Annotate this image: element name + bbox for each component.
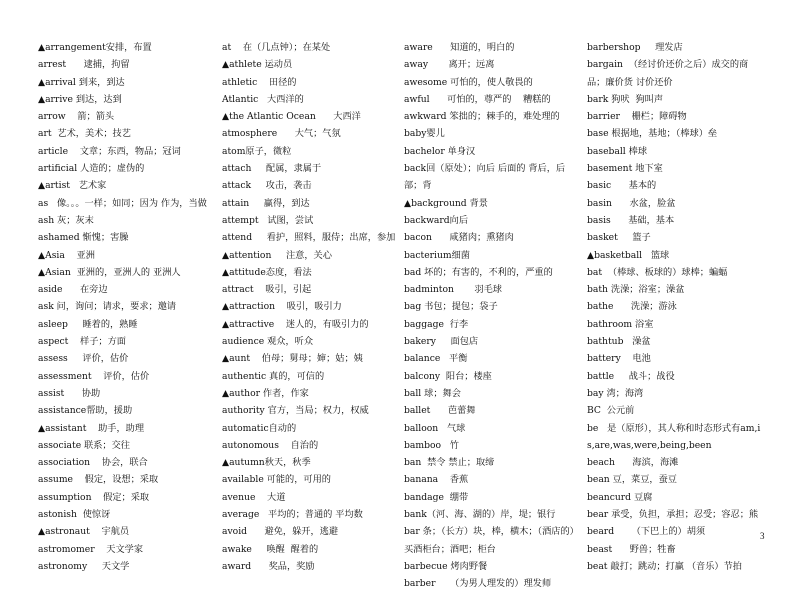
word-entry: bacterium细菌 — [404, 249, 470, 261]
page-number: 3 — [760, 531, 765, 541]
word-entry: ▲arrangement安排，布置 — [38, 42, 152, 53]
word-entry: aware 知道的，明白的 — [404, 42, 515, 53]
word-entry: authority 官方，当局；权力，权威 — [222, 405, 369, 417]
word-entry: basin 水盆，脸盆 — [587, 197, 676, 209]
word-entry: ash 灰；灰末 — [38, 214, 94, 226]
word-entry: ▲basketball 篮球 — [587, 249, 670, 261]
word-entry: audience 观众，听众 — [222, 336, 314, 348]
word-entry: BC 公元前 — [587, 405, 635, 417]
word-entry: award 奖品，奖励 — [222, 560, 315, 572]
word-entry: bay 湾；海湾 — [587, 387, 644, 399]
word-entry: baggage 行李 — [404, 318, 469, 330]
word-entry: avoid 避免，躲开，逃避 — [222, 526, 339, 538]
word-entry: back回（原处）；向后 后面的 背后，后部；背 — [404, 163, 566, 192]
word-entry: basket 篮子 — [587, 232, 651, 244]
word-entry: ask 问，询问；请求，要求；邀请 — [38, 301, 177, 313]
word-entry: awesome 可怕的，使人敬畏的 — [404, 76, 533, 88]
word-entry: bargain （经讨价还价之后）成交的商品；廉价货 讨价还价 — [587, 59, 749, 88]
word-entry: astronomy 天文学 — [38, 560, 130, 572]
word-entry: ▲Asia 亚洲 — [38, 249, 95, 261]
word-entry: baseball 棒球 — [587, 145, 648, 157]
word-entry: ▲autumn秋天，秋季 — [222, 457, 311, 469]
word-entry: ▲attitude态度，看法 — [222, 266, 312, 278]
word-entry: astromomer 天文学家 — [38, 543, 144, 555]
word-entry: basement 地下室 — [587, 163, 663, 175]
word-entry: ballet 芭蕾舞 — [404, 405, 476, 417]
word-entry: bakery 面包店 — [404, 336, 479, 348]
word-entry: bathtub 澡盆 — [587, 336, 651, 348]
word-entry: Atlantic 大西洋的 — [222, 93, 304, 105]
word-entry: ▲arrival 到来，到达 — [38, 76, 125, 88]
word-entry: balloon 气球 — [404, 422, 466, 434]
word-entry: attach 配属，隶属于 — [222, 163, 322, 175]
word-entry: balcony 阳台；楼座 — [404, 370, 492, 382]
word-entry: bear 承受，负担，承担；忍受；容忍；熊 — [587, 509, 759, 521]
word-column-1 — [38, 39, 216, 575]
word-entry: battle 战斗；战役 — [587, 370, 675, 382]
word-entry: assume 假定，设想；采取 — [38, 474, 159, 486]
word-entry: artificial 人造的；虚伪的 — [38, 163, 145, 175]
word-entry: base 根据地，基地；（棒球）垒 — [587, 128, 718, 140]
word-entry: bat （棒球、板球的）球棒；蝙蝠 — [587, 266, 728, 278]
word-entry: bean 豆，菜豆，蚕豆 — [587, 474, 677, 486]
word-entry: ▲the Atlantic Ocean 大西洋 — [222, 111, 361, 123]
word-entry: battery 电池 — [587, 353, 651, 365]
word-entry: autonomous 自治的 — [222, 439, 319, 451]
word-entry: as 像。。。一样；如同；因为 作为，当做 — [38, 197, 207, 209]
word-entry: awake 唤醒 醒着的 — [222, 543, 319, 555]
word-entry: bachelor 单身汉 — [404, 145, 476, 157]
word-entry: badminton 羽毛球 — [404, 284, 502, 296]
word-entry: basis 基础，基本 — [587, 214, 675, 226]
word-entry: be 是（原形），其人称和时态形式有am,is,are,was,were,being,been — [587, 422, 761, 451]
word-entry: bar 条；（长方）块，棒，横木；（酒店的）买酒柜台；酒吧；柜台 — [404, 526, 579, 555]
word-entry: beach 海滨，海滩 — [587, 457, 679, 469]
word-entry: atmosphere 大气；气氛 — [222, 128, 341, 140]
word-entry: astonish 使惊讶 — [38, 509, 111, 521]
word-entry: barrier 栅栏；障碍物 — [587, 111, 687, 123]
word-entry: aside 在旁边 — [38, 284, 108, 296]
word-entry: ▲aunt 伯母；舅母；婶；姑；姨 — [222, 353, 363, 365]
word-entry: attend 看护，照料，服侍；出席，参加 — [222, 232, 396, 244]
word-entry: available 可能的，可用的 — [222, 474, 331, 486]
word-entry: bathroom 浴室 — [587, 318, 654, 330]
word-column-4 — [587, 39, 765, 575]
word-entry: athletic 田径的 — [222, 76, 297, 88]
word-entry: bank（河、海、湖的）岸，堤；银行 — [404, 509, 556, 521]
word-entry: at 在（几点钟）；在某处 — [222, 42, 331, 53]
word-entry: arrow 箭；箭头 — [38, 111, 115, 123]
word-entry: ▲Asian 亚洲的，亚洲人的 亚洲人 — [38, 266, 181, 278]
word-entry: average 平均的；普通的 平均数 — [222, 509, 363, 521]
word-entry: ▲athlete 运动员 — [222, 59, 293, 71]
word-entry: assistance帮助，援助 — [38, 405, 133, 417]
word-entry: bamboo 竹 — [404, 439, 459, 451]
word-entry: beat 敲打；跳动；打赢 （音乐）节拍 — [587, 560, 742, 572]
word-entry: ▲author 作者，作家 — [222, 387, 309, 399]
word-entry: barbershop 理发店 — [587, 42, 683, 53]
word-entry: ▲artist 艺术家 — [38, 180, 107, 192]
word-entry: ▲assistant 助手，助理 — [38, 422, 145, 434]
word-entry: attempt 试图，尝试 — [222, 214, 314, 226]
word-entry: assumption 假定；采取 — [38, 491, 150, 503]
word-entry: basic 基本的 — [587, 180, 657, 192]
word-entry: banana 香蕉 — [404, 474, 469, 486]
word-entry: baby婴儿 — [404, 128, 445, 140]
word-entry: beast 野兽；牲畜 — [587, 543, 676, 555]
word-entry: avenue 大道 — [222, 491, 286, 503]
word-entry: ▲arrive 到达，达到 — [38, 93, 122, 105]
word-entry: awful 可怕的，尊严的 糟糕的 — [404, 93, 551, 105]
word-entry: ▲attention 注意，关心 — [222, 249, 332, 261]
word-entry: bag 书包；提包；袋子 — [404, 301, 498, 313]
word-entry: attract 吸引，引起 — [222, 284, 312, 296]
word-entry: ▲attraction 吸引，吸引力 — [222, 301, 342, 313]
word-entry: article 文章；东西，物品；冠词 — [38, 145, 181, 157]
word-entry: asleep 睡着的，熟睡 — [38, 318, 138, 330]
word-entry: bacon 咸猪肉；熏猪肉 — [404, 232, 514, 244]
word-entry: ban 禁令 禁止；取缔 — [404, 457, 495, 469]
word-entry: away 离开；远离 — [404, 59, 495, 71]
word-entry: awkward 笨拙的；棘手的，难处理的 — [404, 111, 560, 123]
word-entry: ▲background 背景 — [404, 197, 488, 209]
word-entry: assist 协助 — [38, 387, 101, 399]
word-column-3 — [404, 39, 582, 593]
word-entry: bathe 洗澡；游泳 — [587, 301, 677, 313]
word-entry: beard （下巴上的）胡须 — [587, 526, 706, 538]
word-entry: ashamed 惭愧；害臊 — [38, 232, 129, 244]
word-entry: automatic自动的 — [222, 422, 297, 434]
word-entry: association 协会，联合 — [38, 457, 148, 469]
word-column-2 — [222, 39, 400, 575]
word-entry: art 艺术，美术；技艺 — [38, 128, 131, 140]
word-entry: bad 坏的；有害的，不利的，严重的 — [404, 266, 553, 278]
word-entry: barbecue 烤肉野餐 — [404, 560, 488, 572]
word-entry: assessment 评价，估价 — [38, 370, 150, 382]
word-entry: atom原子，微粒 — [222, 145, 292, 157]
word-entry: beancurd 豆腐 — [587, 491, 653, 503]
word-entry: associate 联系；交往 — [38, 439, 130, 451]
word-entry: authentic 真的，可信的 — [222, 370, 325, 382]
word-entry: bandage 绷带 — [404, 491, 469, 503]
word-entry: aspect 样子；方面 — [38, 336, 126, 348]
word-entry: attain 赢得，到达 — [222, 197, 310, 209]
word-entry: ball 球；舞会 — [404, 387, 461, 399]
word-entry: barber （为男人理发的）理发师 — [404, 578, 552, 590]
word-entry: arrest 逮捕，拘留 — [38, 59, 130, 71]
word-entry: bark 狗吠 狗叫声 — [587, 93, 664, 105]
word-entry: attack 攻击，袭击 — [222, 180, 312, 192]
word-entry: balance 平衡 — [404, 353, 468, 365]
word-entry: assess 评价，估价 — [38, 353, 129, 365]
word-entry: backward向后 — [404, 214, 469, 226]
word-entry: ▲astronaut 宇航员 — [38, 526, 130, 538]
word-entry: bath 洗澡；浴室；澡盆 — [587, 284, 685, 296]
word-entry: ▲attractive 迷人的，有吸引力的 — [222, 318, 369, 330]
